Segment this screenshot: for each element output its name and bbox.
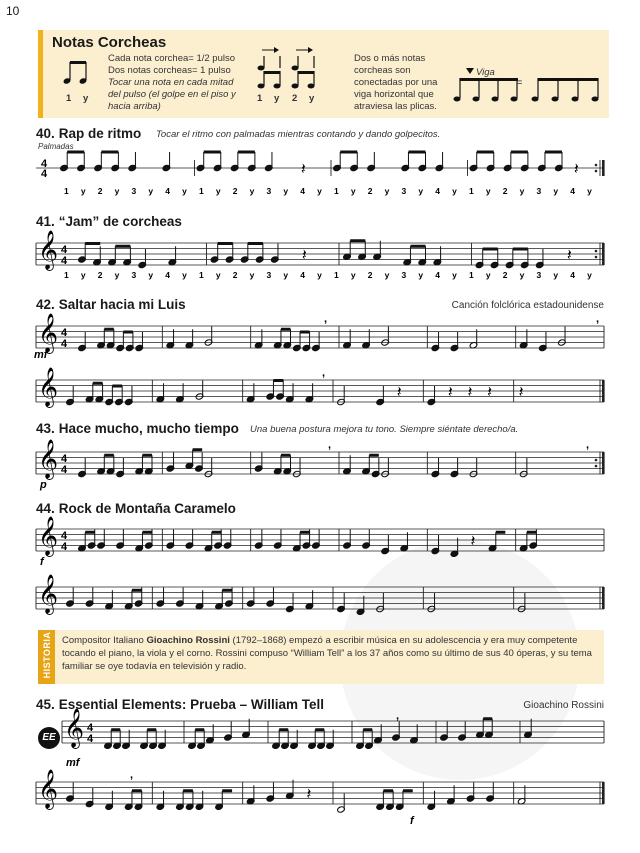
- beam: [238, 151, 255, 154]
- concept-def-line2: Dos notas corcheas= 1 pulso: [108, 65, 231, 76]
- beam-line1: Dos o más notas: [354, 53, 426, 64]
- breath-mark: ,: [586, 439, 590, 451]
- count-quad-y2: y: [309, 93, 315, 104]
- quarter-rest-icon: 𝄽: [566, 247, 572, 264]
- ex40-count: y: [350, 186, 356, 196]
- ex40-count: 3: [266, 186, 272, 196]
- quarter-rest-icon: 𝄽: [467, 384, 473, 401]
- beam: [477, 151, 494, 154]
- beam: [369, 454, 379, 457]
- ex41-count: y: [384, 270, 390, 280]
- time-sig-top: 4: [86, 721, 94, 734]
- beam: [218, 242, 233, 245]
- ex43-name: Hace mucho, mucho tiempo: [58, 421, 239, 436]
- concept-def-line1: Cada nota corchea= 1/2 pulso: [108, 53, 236, 64]
- ex41-count: y: [215, 270, 221, 280]
- time-sig-top: 4: [60, 326, 68, 339]
- ex44-name: Rock de Montaña Caramelo: [58, 501, 236, 516]
- quarter-rest-icon: 𝄽: [573, 161, 579, 178]
- breath-mark: ,: [596, 313, 600, 325]
- history-composer-name: Gioachino Rossini: [146, 635, 230, 646]
- dynamic-marking: f: [410, 815, 414, 827]
- ex41-count: 1: [469, 270, 474, 280]
- history-text-after: (1792–1868) empezó a escribir música en su adolescencia y era muy competente tocando el piano, la viola y el corno. Rossini compuso “William Tell” a los 37 años como su último de sus 40 óperas, y su tema familiar se oye todavía en televisión y radio.: [62, 635, 592, 672]
- final-barline-thick: [602, 782, 605, 804]
- ex41-count: y: [80, 270, 86, 280]
- final-barline-thick: [602, 380, 605, 402]
- quarter-rest-icon: 𝄽: [396, 384, 402, 401]
- beam: [193, 448, 203, 451]
- beam: [183, 789, 193, 792]
- time-sig-top: 4: [60, 529, 68, 542]
- beam: [315, 728, 324, 731]
- beam: [142, 531, 152, 534]
- repeat-dot: [595, 256, 598, 259]
- ex40-count: y: [283, 186, 289, 196]
- quarter-rest-icon: 𝄽: [301, 247, 307, 264]
- repeat-dot: [595, 465, 598, 468]
- beam: [85, 531, 95, 534]
- ex40-count: 2: [232, 186, 238, 196]
- quarter-rest-icon: 𝄽: [470, 533, 476, 550]
- ex41-name: “Jam” de corcheas: [58, 214, 182, 229]
- ex40-count: y: [148, 186, 154, 196]
- ex41-count: 3: [266, 270, 272, 280]
- beam: [111, 728, 120, 731]
- ex40-count: 2: [502, 186, 508, 196]
- ex40-count: 2: [367, 186, 373, 196]
- beam: [340, 151, 357, 154]
- ex40-count: y: [114, 186, 120, 196]
- repeat-dot: [595, 459, 598, 462]
- dynamic-marking: f: [40, 556, 44, 568]
- ex41-count: 2: [97, 270, 103, 280]
- treble-clef-icon: 𝄞: [38, 575, 59, 613]
- beam: [147, 728, 156, 731]
- ex40-count: y: [587, 186, 592, 196]
- time-sig-bottom: 4: [60, 337, 68, 350]
- beam: [410, 245, 425, 248]
- treble-clef-icon: 𝄞: [38, 517, 59, 555]
- beam: [85, 242, 100, 245]
- time-sig-bottom: 4: [60, 540, 68, 553]
- ex41-count: 4: [300, 270, 305, 280]
- ex41-count: 1: [334, 270, 339, 280]
- treble-clef-icon: 𝄞: [38, 231, 59, 269]
- treble-clef-icon: 𝄞: [38, 440, 59, 478]
- count-quad-1: 1: [257, 93, 263, 104]
- ex40-name: Rap de ritmo: [58, 126, 142, 141]
- breath-mark: ,: [322, 367, 326, 379]
- beam: [104, 328, 114, 331]
- treble-clef-icon: 𝄞: [38, 314, 59, 352]
- ex40-count: y: [418, 186, 424, 196]
- ex40-count: y: [215, 186, 221, 196]
- repeat-dot: [595, 164, 598, 167]
- ex41-count: 2: [367, 270, 373, 280]
- final-barline-thick: [602, 587, 605, 609]
- ex41-count: 1: [199, 270, 204, 280]
- quarter-rest-icon: 𝄽: [518, 384, 524, 401]
- breath-mark: ,: [324, 313, 328, 325]
- beam: [204, 151, 221, 154]
- ex41-count: y: [452, 270, 457, 280]
- ex40-count: y: [519, 186, 525, 196]
- ex40-count: 3: [131, 186, 137, 196]
- beam: [273, 379, 283, 382]
- beam: [123, 331, 133, 334]
- beam: [300, 331, 310, 334]
- ex40-staff-label: Palmadas: [38, 142, 74, 151]
- ex44-number: 44.: [36, 501, 55, 516]
- ex43-subtitle: Una buena postura mejora tu tono. Siempre siéntate derecho/a.: [250, 424, 519, 435]
- beam: [408, 151, 425, 154]
- ex41-count: y: [553, 270, 559, 280]
- beam: [132, 789, 142, 792]
- beam: [248, 242, 263, 245]
- beam: [101, 151, 118, 154]
- ex41-count: y: [182, 270, 187, 280]
- quarter-rest-icon: 𝄽: [300, 161, 306, 178]
- ex40-count: y: [249, 186, 255, 196]
- ex41-count: 3: [401, 270, 407, 280]
- beam-line3: conectadas por una: [354, 77, 438, 88]
- ex40-count: 4: [435, 186, 440, 196]
- treble-clef-icon: 𝄞: [38, 770, 59, 808]
- dynamic-marking: mf: [66, 757, 80, 769]
- count-pair-y: y: [83, 93, 89, 104]
- ex41-count: y: [317, 270, 322, 280]
- treble-clef-icon: 𝄞: [64, 709, 85, 747]
- time-sig-top: 4: [60, 452, 68, 465]
- concept-def-italic2: del pulso (el golpe en el piso y: [108, 89, 236, 100]
- beam: [142, 454, 152, 457]
- repeat-dot: [595, 250, 598, 253]
- ex40-subtitle: Tocar el ritmo con palmadas mientras contando y dando golpecitos.: [156, 129, 441, 140]
- beam: [281, 328, 291, 331]
- dynamic-marking: mf: [34, 349, 48, 361]
- beam: [513, 248, 528, 251]
- time-sig-top: 4: [40, 158, 48, 170]
- ex40-count: y: [485, 186, 491, 196]
- beam: [511, 151, 528, 154]
- ex42-number: 42.: [36, 297, 55, 312]
- ex40-count: y: [384, 186, 390, 196]
- ex41-count: y: [283, 270, 289, 280]
- ex40-count: 2: [97, 186, 103, 196]
- final-barline-thick: [602, 243, 605, 265]
- breath-mark: ,: [328, 439, 332, 451]
- beam: [67, 151, 84, 154]
- ex42-name: Saltar hacia mi Luis: [58, 297, 186, 312]
- ex42-credit: Canción folclórica estadounidense: [451, 300, 604, 311]
- beam: [383, 789, 393, 792]
- ex41-count: 2: [502, 270, 508, 280]
- beam: [212, 531, 222, 534]
- time-sig-bottom: 4: [60, 463, 68, 476]
- quarter-rest-icon: 𝄽: [447, 384, 453, 401]
- beam: [281, 454, 291, 457]
- ex41-count: y: [350, 270, 356, 280]
- ex41-count: y: [148, 270, 154, 280]
- beam-equals: =: [516, 77, 523, 89]
- ex41-count: 3: [131, 270, 137, 280]
- dynamic-marking: p: [40, 479, 47, 491]
- beam-line5: atraviesa las plicas.: [354, 101, 437, 112]
- ex41-count: y: [249, 270, 255, 280]
- beam: [104, 454, 114, 457]
- ex41-count: 3: [536, 270, 542, 280]
- concept-title: Notas Corcheas: [52, 34, 167, 51]
- final-barline-thick: [602, 160, 605, 176]
- beam: [132, 589, 142, 592]
- repeat-dot: [595, 170, 598, 173]
- beam: [222, 789, 232, 792]
- ex40-count: 3: [401, 186, 407, 196]
- ex40-count: 4: [300, 186, 305, 196]
- history-tag-label: HISTORIA: [42, 631, 52, 679]
- ex41-count: y: [418, 270, 424, 280]
- beam-line4: viga horizontal que: [354, 89, 434, 100]
- beam: [195, 728, 204, 731]
- beam: [350, 239, 365, 242]
- quarter-rest-icon: 𝄽: [487, 384, 492, 401]
- ex40-count: y: [452, 186, 457, 196]
- breath-mark: ,: [130, 769, 134, 781]
- ex41-count: y: [587, 270, 592, 280]
- ex40-count: 1: [469, 186, 474, 196]
- beam: [363, 728, 372, 731]
- beam: [496, 531, 506, 534]
- ex45-number: 45.: [36, 697, 55, 712]
- count-pair-1: 1: [66, 93, 72, 104]
- concept-def-italic3: hacia arriba): [108, 101, 161, 112]
- ex40-count: y: [182, 186, 187, 196]
- ex40-count: 4: [570, 186, 575, 196]
- ex41-count: y: [485, 270, 491, 280]
- time-sig-bottom: 4: [86, 732, 94, 745]
- ex41-count: 4: [435, 270, 440, 280]
- ex40-count: 1: [334, 186, 339, 196]
- beam: [115, 245, 130, 248]
- ex40-count: y: [80, 186, 86, 196]
- beam: [300, 531, 310, 534]
- ex40-count: 1: [64, 186, 69, 196]
- count-quad-2: 2: [292, 93, 298, 104]
- treble-clef-icon: 𝄞: [38, 368, 59, 406]
- ex41-count: 4: [165, 270, 170, 280]
- ex41-count: y: [519, 270, 525, 280]
- ex40-count: 1: [199, 186, 204, 196]
- count-quad-y1: y: [274, 93, 280, 104]
- beam: [279, 728, 288, 731]
- beam: [222, 589, 232, 592]
- ex41-count: y: [114, 270, 120, 280]
- beam-label: Viga: [476, 67, 495, 78]
- quarter-rest-icon: 𝄽: [306, 786, 312, 803]
- beam: [93, 382, 103, 385]
- beam: [403, 789, 413, 792]
- ex41-number: 41.: [36, 214, 55, 229]
- time-sig-bottom: 4: [40, 168, 48, 180]
- ex43-number: 43.: [36, 421, 55, 436]
- essential-elements-badge: EE: [38, 727, 60, 749]
- beam: [483, 248, 498, 251]
- ex40-count: y: [317, 186, 322, 196]
- concept-def-italic1: Tocar una nota en cada mitad: [108, 77, 234, 88]
- final-barline-thick: [602, 452, 605, 474]
- ex40-number: 40.: [36, 126, 55, 141]
- beam-line2: corcheas son: [354, 65, 411, 76]
- ex45-name: Essential Elements: Prueba – William Tell: [58, 697, 325, 712]
- time-sig-top: 4: [60, 243, 68, 256]
- beam: [527, 531, 537, 534]
- breath-mark: ,: [396, 710, 400, 722]
- ex41-count: 4: [570, 270, 575, 280]
- beam: [112, 385, 122, 388]
- page-number: 10: [6, 4, 20, 18]
- ex40-count: 4: [165, 186, 170, 196]
- ex40-count: y: [553, 186, 559, 196]
- ex45-credit: Gioachino Rossini: [523, 700, 604, 711]
- beam: [545, 151, 562, 154]
- ex41-count: 1: [64, 270, 69, 280]
- time-sig-bottom: 4: [60, 254, 68, 267]
- ex41-count: 2: [232, 270, 238, 280]
- history-text-before: Compositor Italiano: [62, 635, 147, 646]
- ex40-count: 3: [536, 186, 542, 196]
- beam: [483, 717, 492, 720]
